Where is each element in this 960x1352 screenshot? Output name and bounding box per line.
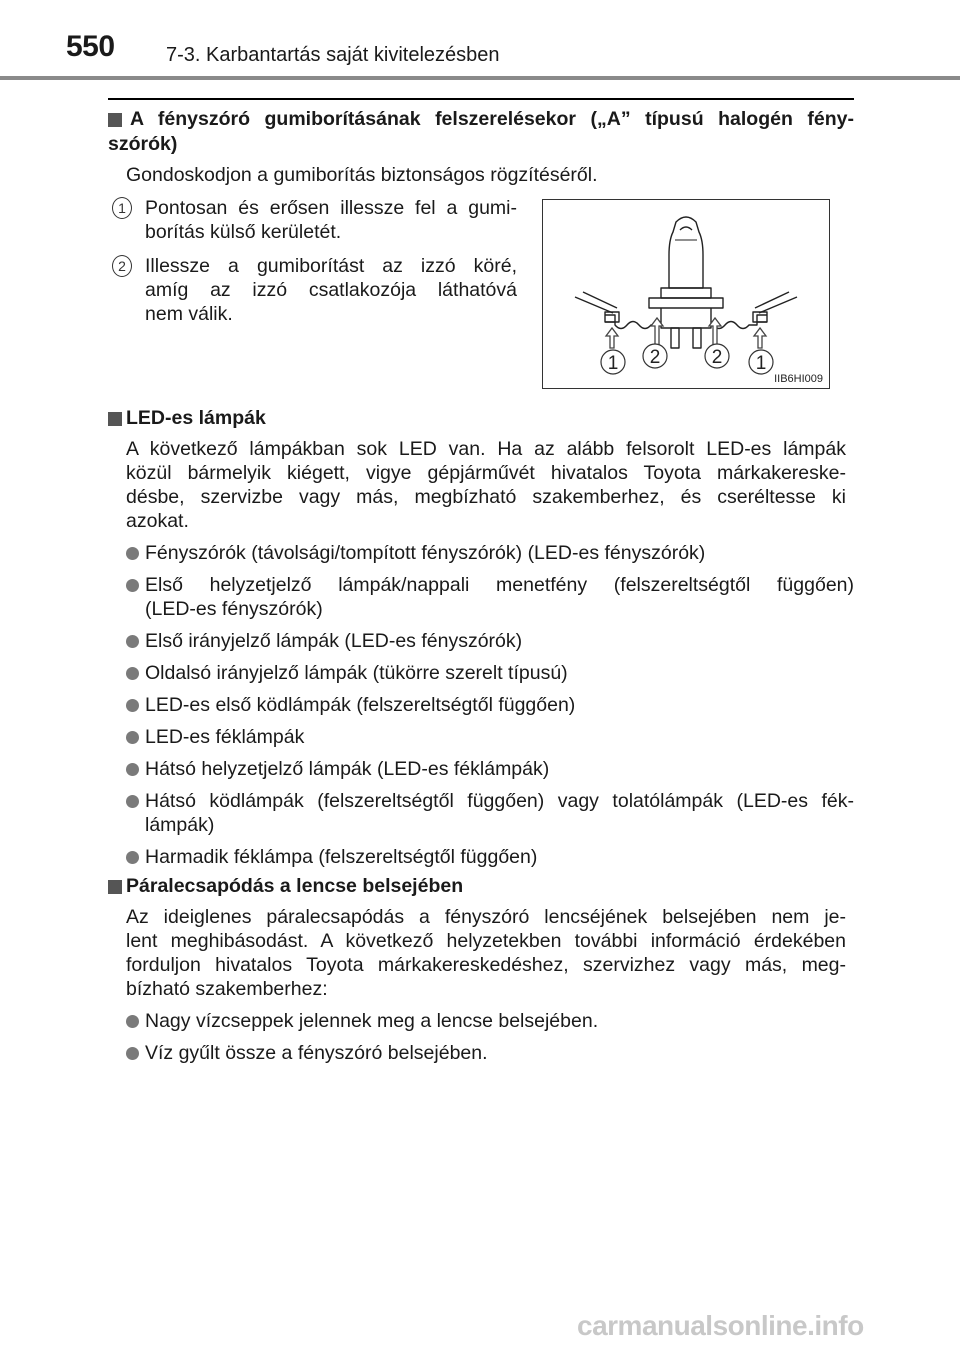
step-number-2: 2 [112, 255, 132, 277]
led-list-item: LED-es első ködlámpák (felszereltségtől függően) [145, 694, 576, 716]
step-2-line1: Illessze a gumiborítást az izzó köré, [145, 255, 517, 277]
figure-label-2a: 2 [649, 347, 661, 368]
section2-para-line3: désbe, szervizbe vagy más, megbízható szakemberhez, és cseréltesse ki [126, 486, 846, 508]
section2-heading: LED-es lámpák [126, 407, 266, 429]
step-number-1: 1 [112, 197, 132, 219]
header-rule [0, 76, 960, 80]
section3-para-line1: Az ideiglenes páralecsapódás a fényszóró lencséjének belsejében nem je- [126, 906, 846, 928]
bullet-icon [126, 667, 139, 680]
step-1-line2: borítás külső kerületét. [145, 221, 342, 243]
led-list-item: Hátsó ködlámpák (felszereltségtől függően) vagy tolatólámpák (LED-es fék- [145, 790, 854, 812]
housing-line-right [759, 297, 797, 313]
condensation-list-item: Nagy vízcseppek jelennek meg a lencse belsejében. [145, 1010, 599, 1032]
arrow-1-right [754, 328, 766, 348]
section-marker-icon [108, 113, 122, 127]
section1-heading-line2: szórók) [108, 133, 178, 155]
figure-label-2b: 2 [711, 347, 723, 368]
bullet-icon [126, 851, 139, 864]
section3-para-line4: bízható szakemberhez: [126, 978, 328, 1000]
cover-rim-right [753, 312, 767, 322]
housing-line-left [575, 297, 613, 313]
led-list-item-cont: (LED-es fényszórók) [145, 598, 323, 620]
figure-label-1b: 1 [755, 353, 767, 374]
bulb-base [649, 298, 723, 308]
bullet-icon [126, 795, 139, 808]
bulb-rubber-cover-figure [542, 199, 830, 389]
section2-para-line1: A következő lámpákban sok LED van. Ha az alább felsorolt LED-es lámpák [126, 438, 846, 460]
bullet-icon [126, 1015, 139, 1028]
chapter-title: 7-3. Karbantartás saját kivitelezésben [166, 44, 500, 66]
section1-heading-line1: A fényszóró gumiborításának felszerelésekor („A” típusú halogén fény- [130, 108, 854, 130]
section2-para-line2: közül bármelyik kiégett, vigye gépjárművét hivatalos Toyota márkakereske- [126, 462, 846, 484]
section-marker-icon [108, 412, 122, 426]
bullet-icon [126, 1047, 139, 1060]
condensation-list-item: Víz gyűlt össze a fényszóró belsejében. [145, 1042, 488, 1064]
bullet-icon [126, 579, 139, 592]
step-1-line1: Pontosan és erősen illessze fel a gumi- [145, 197, 517, 219]
page-number: 550 [66, 30, 115, 63]
section-marker-icon [108, 880, 122, 894]
bullet-icon [126, 731, 139, 744]
connector-pin [671, 328, 679, 348]
step-2-line2: amíg az izzó csatlakozója láthatóvá [145, 279, 517, 301]
section1-intro: Gondoskodjon a gumiborítás biztonságos rögzítéséről. [126, 164, 598, 186]
led-list-item: Fényszórók (távolsági/tompított fényszórók) (LED-es fényszórók) [145, 542, 706, 564]
bullet-icon [126, 763, 139, 776]
section2-para-line4: azokat. [126, 510, 189, 532]
cover-rim-left [605, 312, 619, 322]
watermark: carmanualsonline.info [577, 1310, 864, 1341]
step-2-line3: nem válik. [145, 303, 233, 325]
bullet-icon [126, 699, 139, 712]
led-list-item: Oldalsó irányjelző lámpák (tükörre szerelt típusú) [145, 662, 568, 684]
bulb-diagram-svg [543, 200, 829, 388]
connector-pin [693, 328, 701, 348]
section3-heading: Páralecsapódás a lencse belsejében [126, 875, 464, 897]
figure-code: IIB6HI009 [774, 373, 823, 385]
bulb-highlight [680, 227, 692, 230]
bullet-icon [126, 635, 139, 648]
bulb-flange [661, 288, 711, 298]
section3-para-line3: forduljon hivatalos Toyota márkakereskedéshez, szervizhez vagy más, meg- [126, 954, 846, 976]
led-list-item-cont: lámpák) [145, 814, 215, 836]
bullet-icon [126, 547, 139, 560]
page-header [0, 0, 960, 80]
section-divider [108, 98, 854, 100]
figure-label-1a: 1 [607, 353, 619, 374]
arrow-1-left [606, 328, 618, 348]
led-list-item: Első irányjelző lámpák (LED-es fényszórók) [145, 630, 523, 652]
led-list-item: LED-es féklámpák [145, 726, 305, 748]
led-list-item: Első helyzetjelző lámpák/nappali menetfény (felszereltségtől függően) [145, 574, 854, 596]
section3-para-line2: lent meghibásodást. A következő helyzetekben további információ érdekében [126, 930, 846, 952]
led-list-item: Hátsó helyzetjelző lámpák (LED-es féklámpák) [145, 758, 550, 780]
led-list-item: Harmadik féklámpa (felszereltségtől függően) [145, 846, 538, 868]
